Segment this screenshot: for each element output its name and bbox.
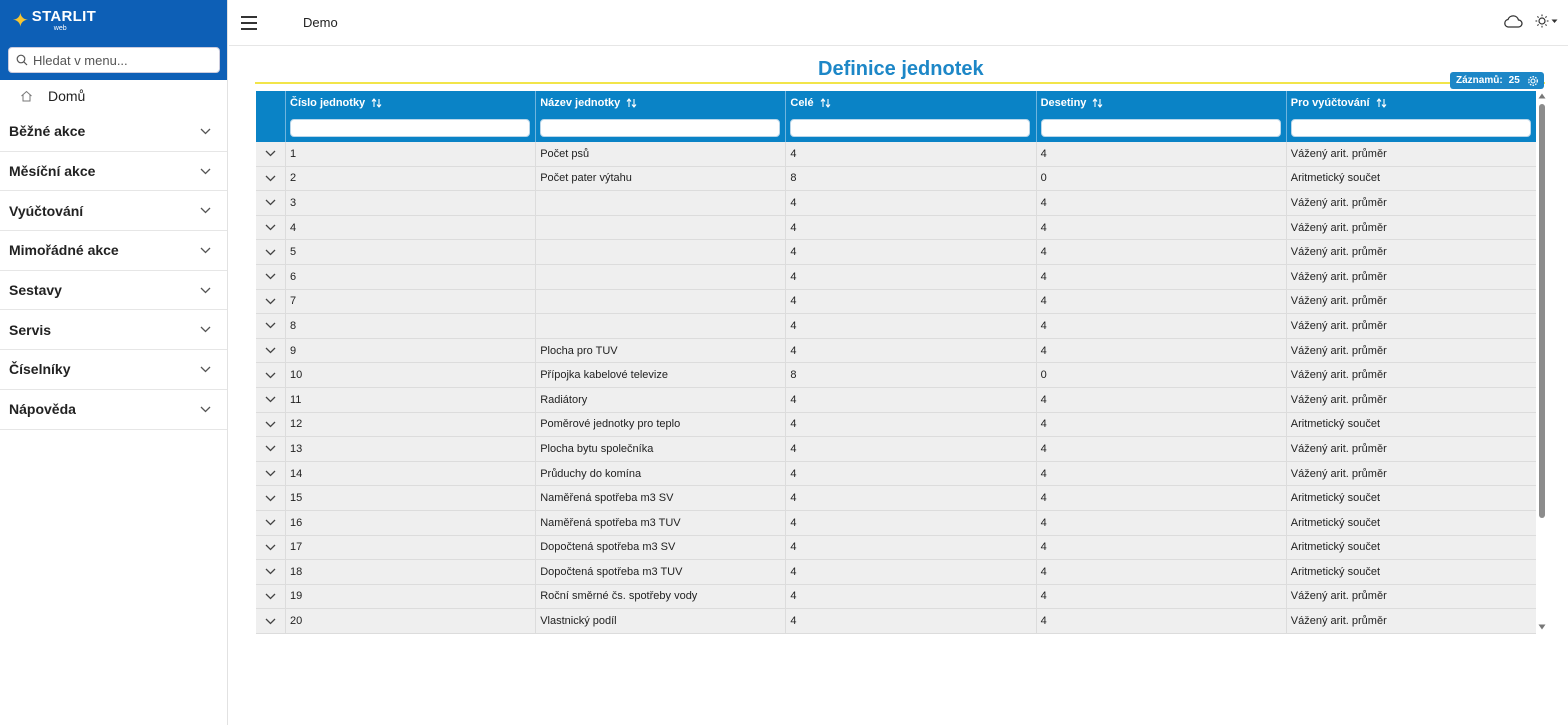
- row-expand-cell[interactable]: [256, 536, 285, 560]
- sidebar-menu-item[interactable]: [0, 231, 227, 271]
- chevron-down-icon: [200, 366, 211, 373]
- table-cell: 4: [1036, 560, 1286, 584]
- theme-toggle[interactable]: [1535, 14, 1558, 28]
- chevron-down-icon[interactable]: [265, 445, 276, 452]
- table-cell: [535, 216, 785, 240]
- table-cell: 8: [785, 167, 1035, 191]
- table-cell: Radiátory: [535, 388, 785, 412]
- column-title: Číslo jednotky: [290, 97, 366, 109]
- table-row[interactable]: [256, 191, 1536, 216]
- column-header: [1286, 91, 1536, 142]
- table-cell: 18: [285, 560, 535, 584]
- table-cell: Roční směrné čs. spotřeby vody: [535, 585, 785, 609]
- topbar-actions: [1503, 14, 1558, 28]
- chevron-down-icon[interactable]: [265, 470, 276, 477]
- sidebar-menu-item[interactable]: [0, 271, 227, 311]
- table-cell: 4: [785, 290, 1035, 314]
- sidebar-menu-item-label: Sestavy: [9, 282, 62, 299]
- table-cell: Dopočtená spotřeba m3 TUV: [535, 560, 785, 584]
- table-cell: Plocha bytu společníka: [535, 437, 785, 461]
- table-cell: 12: [285, 413, 535, 437]
- table-cell: Plocha pro TUV: [535, 339, 785, 363]
- table-cell: 10: [285, 363, 535, 387]
- row-expand-cell[interactable]: [256, 216, 285, 240]
- column-header: [285, 91, 535, 142]
- chevron-down-icon[interactable]: [265, 347, 276, 354]
- table-cell: 5: [285, 240, 535, 264]
- table-cell: Vážený arit. průměr: [1286, 314, 1536, 338]
- table-row[interactable]: [256, 560, 1536, 585]
- table-cell: 4: [785, 413, 1035, 437]
- table-cell: 4: [1036, 142, 1286, 166]
- chevron-down-icon: [200, 326, 211, 333]
- sidebar: [0, 0, 228, 725]
- gear-icon[interactable]: [1527, 75, 1539, 87]
- menu-search-wrapper: [0, 41, 227, 80]
- row-expand-cell[interactable]: [256, 388, 285, 412]
- table-cell: 14: [285, 462, 535, 486]
- chevron-down-icon: [200, 128, 211, 135]
- table-cell: 4: [785, 240, 1035, 264]
- sidebar-menu-item-label: Vyúčtování: [9, 202, 84, 219]
- table-cell: Průduchy do komína: [535, 462, 785, 486]
- search-icon: [16, 54, 28, 66]
- table-cell: 0: [1036, 363, 1286, 387]
- sidebar-item-label: Domů: [48, 88, 86, 104]
- table-cell: [535, 290, 785, 314]
- chevron-down-icon[interactable]: [265, 396, 276, 403]
- row-expand-cell[interactable]: [256, 462, 285, 486]
- table-cell: Vážený arit. průměr: [1286, 142, 1536, 166]
- table-row[interactable]: [256, 486, 1536, 511]
- chevron-down-icon[interactable]: [265, 273, 276, 280]
- sidebar-item-home[interactable]: [0, 80, 227, 112]
- table-cell: 13: [285, 437, 535, 461]
- sidebar-menu-item-label: Mimořádné akce: [9, 242, 119, 259]
- table-cell: 4: [1036, 339, 1286, 363]
- table-row[interactable]: [256, 437, 1536, 462]
- table-row[interactable]: [256, 314, 1536, 339]
- table-cell: 4: [785, 536, 1035, 560]
- hamburger-menu-icon[interactable]: [241, 16, 257, 30]
- table-cell: Aritmetický součet: [1286, 511, 1536, 535]
- menu-search-box: [8, 47, 220, 73]
- table-cell: 4: [1036, 536, 1286, 560]
- table-cell: 3: [285, 191, 535, 215]
- table-row[interactable]: [256, 339, 1536, 364]
- column-title: Desetiny: [1040, 97, 1087, 109]
- row-expand-cell[interactable]: [256, 511, 285, 535]
- sidebar-menu-item[interactable]: [0, 152, 227, 192]
- sidebar-menu-item-label: Měsíční akce: [9, 163, 96, 180]
- chevron-down-icon[interactable]: [265, 150, 276, 157]
- records-count-badge[interactable]: [1450, 72, 1544, 89]
- table-cell: 4: [1036, 191, 1286, 215]
- table-cell: Poměrové jednotky pro teplo: [535, 413, 785, 437]
- row-expand-cell[interactable]: [256, 314, 285, 338]
- table-cell: 9: [285, 339, 535, 363]
- table-cell: 4: [1036, 486, 1286, 510]
- table-cell: 4: [1036, 265, 1286, 289]
- table-scrollbar[interactable]: [1537, 91, 1547, 635]
- sidebar-menu-item[interactable]: [0, 191, 227, 231]
- row-expand-cell[interactable]: [256, 265, 285, 289]
- chevron-down-icon[interactable]: [265, 322, 276, 329]
- table-cell: Vážený arit. průměr: [1286, 240, 1536, 264]
- sort-icon[interactable]: [1092, 98, 1103, 108]
- row-expand-cell[interactable]: [256, 585, 285, 609]
- table-cell: 4: [1036, 314, 1286, 338]
- home-icon: [20, 90, 33, 102]
- table-row[interactable]: [256, 363, 1536, 388]
- chevron-down-icon[interactable]: [265, 593, 276, 600]
- column-filter-input[interactable]: [1041, 119, 1281, 137]
- row-expand-cell[interactable]: [256, 339, 285, 363]
- table-cell: 4: [785, 191, 1035, 215]
- column-filter-input[interactable]: [540, 119, 780, 137]
- sidebar-menu-item-label: Číselníky: [9, 361, 71, 378]
- table-cell: 6: [285, 265, 535, 289]
- table-row[interactable]: [256, 609, 1536, 634]
- records-label: Záznamů:: [1456, 75, 1503, 86]
- table-cell: 1: [285, 142, 535, 166]
- table-cell: Dopočtená spotřeba m3 SV: [535, 536, 785, 560]
- table-cell: 8: [285, 314, 535, 338]
- menu-search-input[interactable]: [33, 53, 213, 68]
- chevron-down-icon: [200, 247, 211, 254]
- chevron-down-icon[interactable]: [265, 249, 276, 256]
- caret-down-icon: [1551, 19, 1558, 24]
- chevron-down-icon: [200, 207, 211, 214]
- table-cell: 4: [785, 609, 1035, 633]
- table-cell: Počet psů: [535, 142, 785, 166]
- column-filter-input[interactable]: [1291, 119, 1531, 137]
- table-cell: 0: [1036, 167, 1286, 191]
- table-cell: Vážený arit. průměr: [1286, 585, 1536, 609]
- table-cell: 4: [1036, 216, 1286, 240]
- table-cell: 4: [285, 216, 535, 240]
- table-row[interactable]: [256, 462, 1536, 487]
- row-expand-cell[interactable]: [256, 167, 285, 191]
- column-header: [1036, 91, 1286, 142]
- cloud-icon[interactable]: [1503, 14, 1523, 28]
- table-cell: Přípojka kabelové televize: [535, 363, 785, 387]
- row-expand-cell[interactable]: [256, 290, 285, 314]
- column-filter-input[interactable]: [790, 119, 1030, 137]
- chevron-down-icon[interactable]: [265, 421, 276, 428]
- table-cell: [535, 314, 785, 338]
- row-expand-cell[interactable]: [256, 609, 285, 633]
- records-count: 25: [1508, 75, 1520, 86]
- column-title: Celé: [790, 97, 814, 109]
- page-title: Definice jednotek: [818, 58, 984, 80]
- sidebar-menu-item-label: Nápověda: [9, 401, 76, 418]
- sort-icon[interactable]: [371, 98, 382, 108]
- table-cell: Vážený arit. průměr: [1286, 437, 1536, 461]
- sort-icon[interactable]: [820, 98, 831, 108]
- table-cell: 4: [1036, 585, 1286, 609]
- column-header-label[interactable]: [1291, 97, 1387, 109]
- table-row[interactable]: [256, 167, 1536, 192]
- table-cell: 4: [785, 216, 1035, 240]
- table-row[interactable]: [256, 388, 1536, 413]
- table-row[interactable]: [256, 265, 1536, 290]
- table-cell: Vážený arit. průměr: [1286, 609, 1536, 633]
- row-expand-cell[interactable]: [256, 413, 285, 437]
- table-cell: 4: [1036, 462, 1286, 486]
- sidebar-menu: [0, 112, 227, 430]
- sidebar-menu-item-label: Servis: [9, 321, 52, 338]
- sidebar-menu-item[interactable]: [0, 390, 227, 430]
- column-title: Název jednotky: [540, 97, 621, 109]
- sidebar-menu-item[interactable]: [0, 310, 227, 350]
- table-cell: Počet pater výtahu: [535, 167, 785, 191]
- chevron-down-icon[interactable]: [265, 519, 276, 526]
- table-header: [256, 91, 1536, 142]
- sidebar-menu-item[interactable]: [0, 350, 227, 390]
- table-cell: 11: [285, 388, 535, 412]
- table-row[interactable]: [256, 240, 1536, 265]
- table-row[interactable]: [256, 536, 1536, 561]
- brand-logo[interactable]: [0, 0, 227, 41]
- table-cell: 4: [785, 265, 1035, 289]
- star-icon: ✦: [12, 9, 29, 32]
- table-cell: 4: [785, 560, 1035, 584]
- row-expand-cell[interactable]: [256, 191, 285, 215]
- chevron-down-icon[interactable]: [265, 372, 276, 379]
- table-cell: 4: [1036, 290, 1286, 314]
- table-cell: 19: [285, 585, 535, 609]
- table-cell: 4: [1036, 437, 1286, 461]
- table-cell: Vážený arit. průměr: [1286, 290, 1536, 314]
- table-row[interactable]: [256, 413, 1536, 438]
- row-expand-cell[interactable]: [256, 437, 285, 461]
- table-cell: 4: [785, 437, 1035, 461]
- table-cell: 16: [285, 511, 535, 535]
- brand-name: STARLIT: [31, 8, 97, 25]
- table-cell: Aritmetický součet: [1286, 167, 1536, 191]
- table-cell: 17: [285, 536, 535, 560]
- row-expand-cell[interactable]: [256, 560, 285, 584]
- table-cell: Vážený arit. průměr: [1286, 216, 1536, 240]
- table-row[interactable]: [256, 290, 1536, 315]
- chevron-down-icon: [200, 406, 211, 413]
- table-cell: Naměřená spotřeba m3 SV: [535, 486, 785, 510]
- table-cell: 2: [285, 167, 535, 191]
- header-expand-column: [256, 91, 285, 142]
- table-cell: Aritmetický součet: [1286, 536, 1536, 560]
- chevron-down-icon[interactable]: [265, 224, 276, 231]
- table-row[interactable]: [256, 585, 1536, 610]
- table-cell: Vážený arit. průměr: [1286, 462, 1536, 486]
- row-expand-cell[interactable]: [256, 363, 285, 387]
- chevron-down-icon: [200, 168, 211, 175]
- table-cell: [535, 191, 785, 215]
- chevron-down-icon: [200, 287, 211, 294]
- table-cell: 4: [785, 142, 1035, 166]
- table-cell: 4: [1036, 511, 1286, 535]
- table-cell: 4: [1036, 609, 1286, 633]
- table-cell: 7: [285, 290, 535, 314]
- column-header: [785, 91, 1035, 142]
- table-cell: 4: [785, 314, 1035, 338]
- table-cell: 4: [1036, 388, 1286, 412]
- table-cell: 4: [785, 388, 1035, 412]
- topbar: [229, 0, 1568, 46]
- chevron-down-icon[interactable]: [265, 175, 276, 182]
- table-cell: [535, 265, 785, 289]
- column-title: Pro vyúčtování: [1290, 97, 1370, 109]
- scroll-down-arrow-icon[interactable]: [1538, 624, 1546, 630]
- row-expand-cell[interactable]: [256, 240, 285, 264]
- chevron-down-icon[interactable]: [265, 568, 276, 575]
- title-underline: [255, 82, 1545, 84]
- scroll-up-arrow-icon[interactable]: [1538, 93, 1546, 99]
- table-cell: 4: [785, 462, 1035, 486]
- brand-subtitle: web: [53, 25, 67, 32]
- table-cell: Vážený arit. průměr: [1286, 363, 1536, 387]
- sort-icon[interactable]: [626, 98, 637, 108]
- column-header-label[interactable]: [290, 97, 382, 109]
- table-row[interactable]: [256, 511, 1536, 536]
- sidebar-menu-item-label: Běžné akce: [9, 123, 86, 140]
- column-header-label[interactable]: [1041, 97, 1104, 109]
- scrollbar-thumb[interactable]: [1539, 104, 1545, 518]
- table-cell: Naměřená spotřeba m3 TUV: [535, 511, 785, 535]
- row-expand-cell[interactable]: [256, 486, 285, 510]
- table-cell: Vážený arit. průměr: [1286, 191, 1536, 215]
- sun-icon: [1535, 14, 1549, 28]
- table-cell: Vážený arit. průměr: [1286, 265, 1536, 289]
- breadcrumb[interactable]: Demo: [303, 15, 338, 30]
- table-cell: 15: [285, 486, 535, 510]
- units-table: [256, 91, 1536, 634]
- table-cell: 4: [785, 585, 1035, 609]
- table-body: [256, 142, 1536, 634]
- table-cell: [535, 240, 785, 264]
- table-cell: 4: [785, 486, 1035, 510]
- chevron-down-icon[interactable]: [265, 199, 276, 206]
- table-cell: 4: [1036, 240, 1286, 264]
- table-cell: 8: [785, 363, 1035, 387]
- table-row[interactable]: [256, 216, 1536, 241]
- sort-icon[interactable]: [1376, 98, 1387, 108]
- chevron-down-icon[interactable]: [265, 495, 276, 502]
- sidebar-menu-item[interactable]: [0, 112, 227, 152]
- table-cell: Vážený arit. průměr: [1286, 388, 1536, 412]
- table-cell: 4: [1036, 413, 1286, 437]
- table-row[interactable]: [256, 142, 1536, 167]
- chevron-down-icon[interactable]: [265, 298, 276, 305]
- table-cell: Vážený arit. průměr: [1286, 339, 1536, 363]
- table-cell: Aritmetický součet: [1286, 486, 1536, 510]
- table-cell: Aritmetický součet: [1286, 560, 1536, 584]
- column-header-label[interactable]: [540, 97, 637, 109]
- column-header-label[interactable]: [790, 97, 830, 109]
- chevron-down-icon[interactable]: [265, 544, 276, 551]
- row-expand-cell[interactable]: [256, 142, 285, 166]
- table-cell: 4: [785, 339, 1035, 363]
- table-cell: Aritmetický součet: [1286, 413, 1536, 437]
- table-cell: Vlastnický podíl: [535, 609, 785, 633]
- column-header: [535, 91, 785, 142]
- table-cell: 20: [285, 609, 535, 633]
- table-cell: 4: [785, 511, 1035, 535]
- chevron-down-icon[interactable]: [265, 618, 276, 625]
- column-filter-input[interactable]: [290, 119, 530, 137]
